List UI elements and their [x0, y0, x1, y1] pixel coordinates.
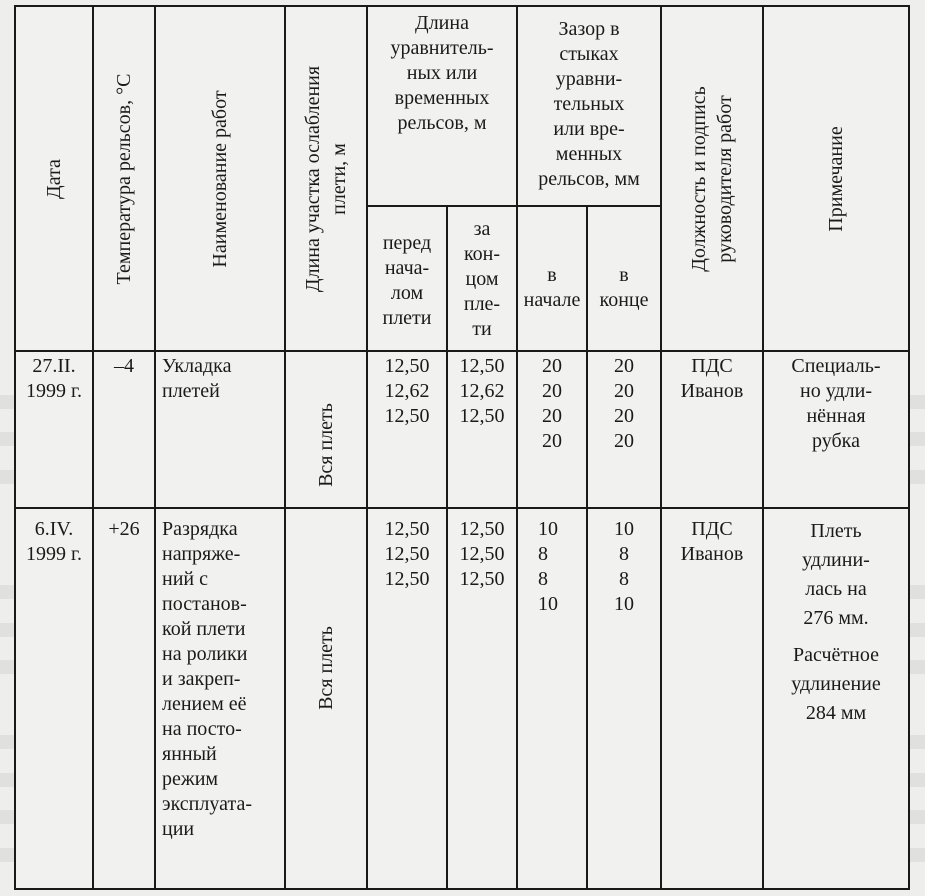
row1-note: Специаль- но удли- нённая рубка: [791, 355, 881, 452]
row1-gap-start: 20 20 20 20: [542, 355, 562, 452]
header-gap-end: в конце: [599, 264, 649, 311]
row1-gap-end: 20 20 20 20: [614, 355, 634, 452]
header-work-name: [156, 7, 284, 350]
row1-eq-before: 12,50 12,62 12,50: [384, 355, 430, 427]
header-temperature: [94, 7, 154, 350]
header-gap: Зазор в стыках уравни- тельных или вре- менных рельсов, мм: [538, 18, 640, 190]
row1-eq-after: 12,50 12,62 12,50: [459, 355, 505, 427]
work-log-table: [14, 5, 910, 890]
header-note: [764, 7, 908, 350]
row2-temperature: +26: [108, 518, 140, 540]
row1-work-name: Укладка плетей: [162, 355, 232, 402]
header-date-text: Дата: [43, 158, 65, 199]
row2-gap-end: 10 8 8 10: [614, 518, 634, 615]
header-weakening-length-text: Длина участка ослабления плети, м: [302, 65, 350, 292]
row2-weakening-length: Вся плеть: [315, 626, 337, 711]
grid-line: [14, 507, 910, 509]
header-note-text: Примечание: [825, 125, 847, 232]
grid-line: [14, 888, 910, 890]
row2-date: 6.IV. 1999 г.: [26, 518, 82, 565]
header-eq-after: за кон- цом пле- ти: [463, 218, 501, 340]
header-date: [16, 7, 92, 350]
header-eq-before: перед нача- лом плети: [382, 232, 432, 329]
row1-weakening-length: Вся плеть: [315, 403, 337, 487]
grid-line: [366, 205, 662, 207]
row2-note: Плеть удлини- лась на 276 мм. Расчётное удлинение 284 мм: [791, 520, 881, 724]
row2-eq-before: 12,50 12,50 12,50: [384, 518, 430, 590]
row2-eq-after: 12,50 12,50 12,50: [459, 518, 505, 590]
row1-position-signature: ПДС Иванов: [680, 355, 744, 402]
header-gap-start: в начале: [523, 264, 581, 311]
row2-work-name: Разрядка напряже- ний с постанов- кой плети на ролики и закреп- лением её на посто- янный режим эксплуата- ции: [162, 518, 252, 840]
header-temperature-text: Температура рельсов, °С: [113, 73, 135, 284]
header-position-signature: [662, 7, 762, 350]
header-weakening-length: [286, 7, 366, 350]
row1-date: 27.II. 1999 г.: [26, 355, 82, 402]
header-work-name-text: Наименование работ: [209, 89, 231, 268]
row2-position-signature: ПДС Иванов: [680, 518, 744, 565]
row1-temperature: –4: [114, 355, 134, 377]
grid-line: [908, 5, 910, 890]
header-eq-rail-length: Длина уравнитель- ных или временных рельсов, м: [390, 12, 494, 134]
grid-line: [14, 350, 910, 352]
header-position-signature-text: Должность и подпись руководителя работ: [688, 85, 736, 272]
row2-gap-start: 10 8 8 10: [538, 518, 558, 615]
